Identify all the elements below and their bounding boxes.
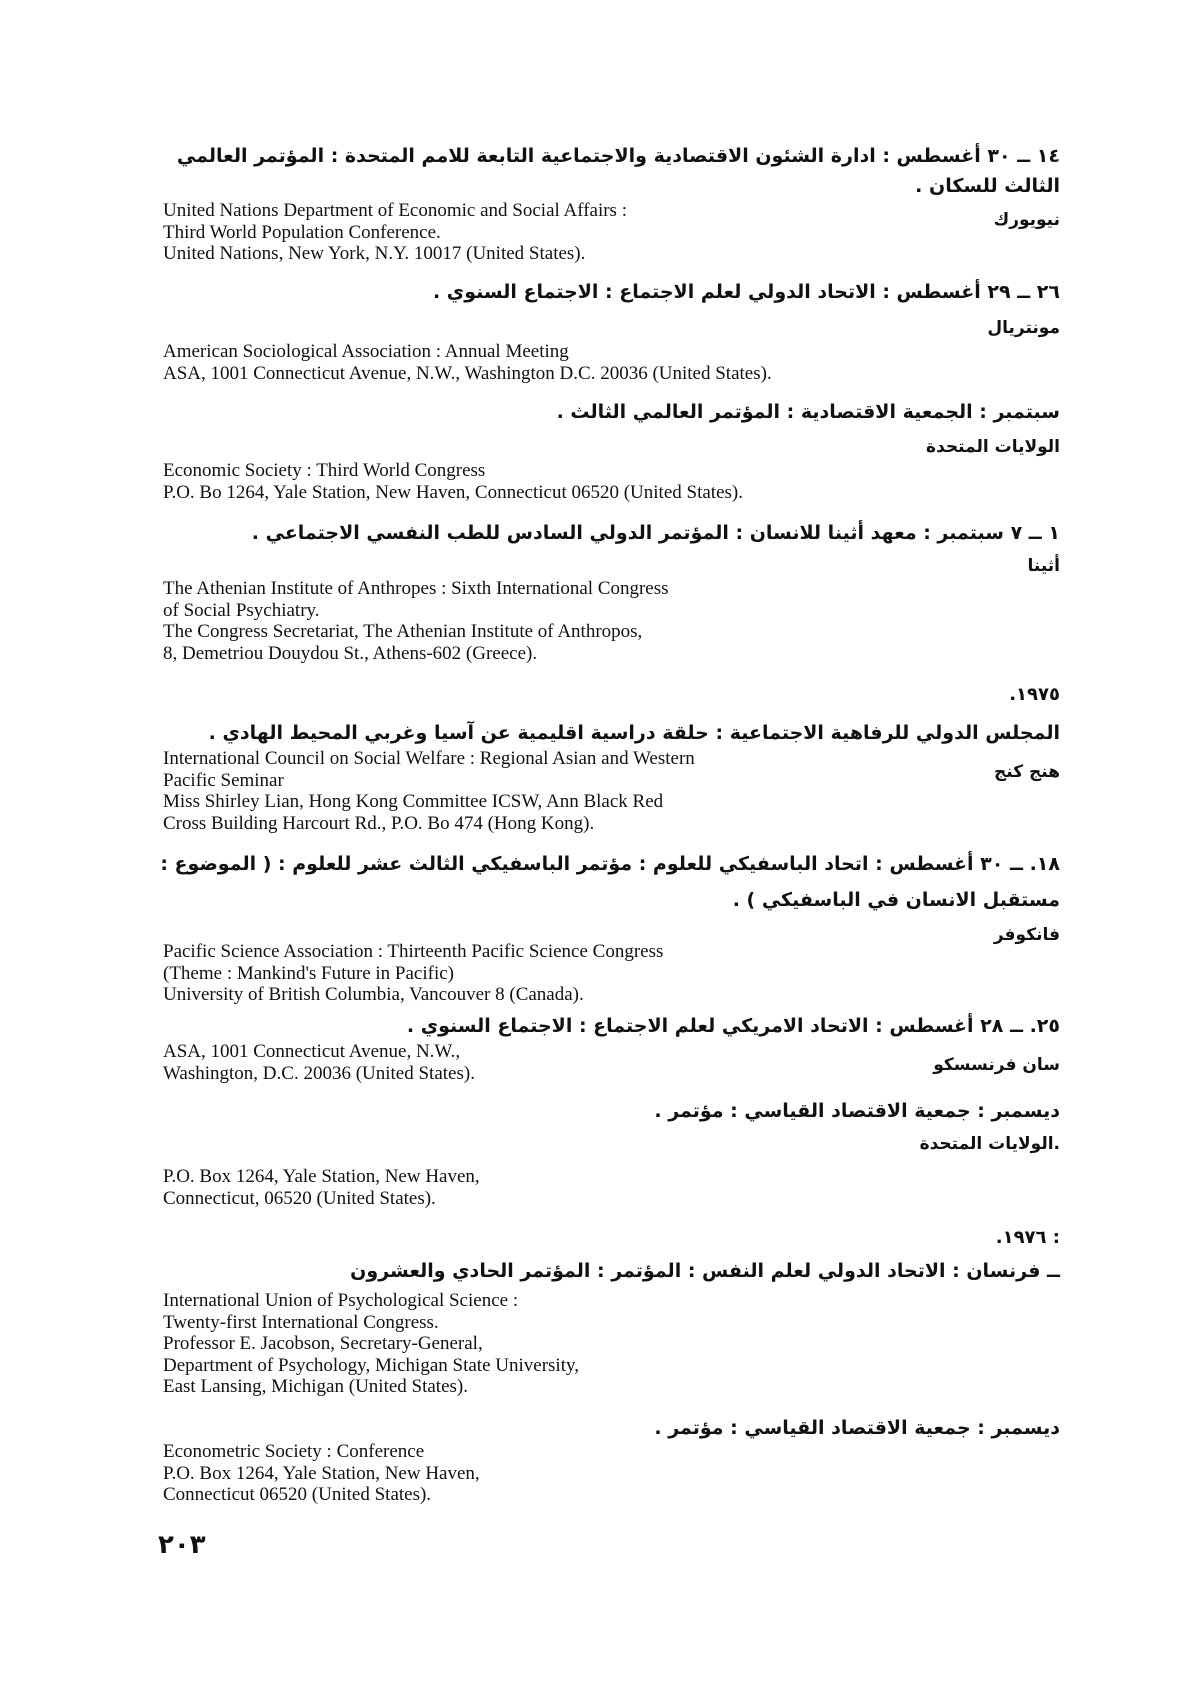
english-line: P.O. Box 1264, Yale Station, New Haven, xyxy=(163,1462,480,1484)
entry-english xyxy=(163,1441,480,1506)
entry-city: هنج كنج xyxy=(994,762,1060,782)
english-line: Econometric Society : Conference xyxy=(163,1441,425,1462)
entry-arabic-line: الثالث للسكان . xyxy=(915,175,1060,197)
english-line: The Congress Secretariat, The Athenian Institute of Anthropos, xyxy=(163,621,643,642)
english-line: Pacific Seminar xyxy=(163,769,284,791)
english-line: Connecticut, 06520 (United States). xyxy=(163,1187,436,1209)
entry-arabic-line: ١٤ ــ ٣٠ أغسطس : ادارة الشئون الاقتصادية والاجتماعية التابعة للامم المتحدة : المؤتمر العالمي xyxy=(176,145,1060,167)
english-line: Miss Shirley Lian, Hong Kong Committee ICSW, Ann Black Red xyxy=(163,791,664,812)
entry-arabic-line: سبتمبر : الجمعية الاقتصادية : المؤتمر العالمي الثالث . xyxy=(556,401,1060,423)
english-line: University of British Columbia, Vancouver 8 (Canada). xyxy=(163,984,584,1005)
entry-english xyxy=(163,460,743,503)
entry-english xyxy=(163,341,772,384)
english-line: Department of Psychology, Michigan State University, xyxy=(163,1354,579,1376)
english-line: 8, Demetriou Douydou St., Athens-602 (Greece). xyxy=(163,642,538,664)
english-line: The Athenian Institute of Anthropes : Sixth International Congress xyxy=(163,578,669,599)
english-line: of Social Psychiatry. xyxy=(163,599,320,621)
entry-arabic-line: ديسمبر : جمعية الاقتصاد القياسي : مؤتمر . xyxy=(654,1417,1060,1439)
entry-city: الولايات المتحدة xyxy=(926,437,1060,457)
english-line: Third World Population Conference. xyxy=(163,221,441,243)
english-line: International Council on Social Welfare : Regional Asian and Western xyxy=(163,748,695,769)
english-line: Twenty-first International Congress. xyxy=(163,1311,439,1333)
entry-english xyxy=(163,748,695,834)
english-line: P.O. Bo 1264, Yale Station, New Haven, Connecticut 06520 (United States). xyxy=(163,481,743,503)
year-heading-1975: ١٩٧٥. xyxy=(1009,684,1060,705)
entry-arabic-line: ١٨. ــ ٣٠ أغسطس : اتحاد الباسفيكي للعلوم : مؤتمر الباسفيكي الثالث عشر للعلوم : ( الموضوع : xyxy=(160,853,1060,875)
entry-english xyxy=(163,200,627,265)
english-line: Connecticut 06520 (United States). xyxy=(163,1484,432,1505)
entry-arabic-line: ــ فرنسان : الاتحاد الدولي لعلم النفس : المؤتمر : المؤتمر الحادي والعشرون xyxy=(350,1260,1060,1282)
entry-arabic-line: مستقبل الانسان في الباسفيكي ) . xyxy=(732,889,1060,911)
english-line: Pacific Science Association : Thirteenth Pacific Science Congress xyxy=(163,941,664,962)
entry-arabic-line: ٢٥. ــ ٢٨ أغسطس : الاتحاد الامريكي لعلم الاجتماع : الاجتماع السنوي . xyxy=(406,1015,1060,1037)
english-line: International Union of Psychological Science : xyxy=(163,1290,519,1311)
english-line: American Sociological Association : Annual Meeting xyxy=(163,341,569,362)
english-line: Cross Building Harcourt Rd., P.O. Bo 474 (Hong Kong). xyxy=(163,812,595,834)
entry-english xyxy=(163,578,669,664)
entry-arabic-line: ١ ــ ٧ سبتمبر : معهد أثينا للانسان : المؤتمر الدولي السادس للطب النفسي الاجتماعي . xyxy=(251,522,1060,544)
english-line: (Theme : Mankind's Future in Pacific) xyxy=(163,962,454,984)
entry-city: مونتريال xyxy=(987,318,1060,338)
english-line: East Lansing, Michigan (United States). xyxy=(163,1376,468,1397)
entry-city: نيويورك xyxy=(993,210,1060,230)
english-line: Economic Society : Third World Congress xyxy=(163,460,486,481)
english-line: United Nations, New York, N.Y. 10017 (United States). xyxy=(163,243,586,264)
entry-english xyxy=(163,1290,579,1398)
english-line: Washington, D.C. 20036 (United States). xyxy=(163,1062,475,1084)
entry-city: .الولايات المتحدة xyxy=(919,1134,1060,1154)
entry-city: فانكوفر xyxy=(993,925,1060,945)
english-line: United Nations Department of Economic and Social Affairs : xyxy=(163,200,627,221)
english-line: Professor E. Jacobson, Secretary-General, xyxy=(163,1333,483,1354)
english-line: ASA, 1001 Connecticut Avenue, N.W., Washington D.C. 20036 (United States). xyxy=(163,362,772,384)
entry-arabic-line: ديسمبر : جمعية الاقتصاد القياسي : مؤتمر . xyxy=(654,1100,1060,1122)
entry-arabic-line: ٢٦ ــ ٢٩ أغسطس : الاتحاد الدولي لعلم الاجتماع : الاجتماع السنوي . xyxy=(432,281,1060,303)
entry-arabic-line: المجلس الدولي للرفاهية الاجتماعية : حلقة دراسية اقليمية عن آسيا وغربي المحيط الهادي . xyxy=(208,722,1060,744)
english-line: ASA, 1001 Connecticut Avenue, N.W., xyxy=(163,1041,461,1062)
entry-english xyxy=(163,941,663,1006)
english-line: P.O. Box 1264, Yale Station, New Haven, xyxy=(163,1166,480,1187)
entry-english xyxy=(163,1041,475,1084)
entry-english xyxy=(163,1166,480,1209)
year-heading-1976: : ١٩٧٦. xyxy=(995,1227,1060,1248)
page-number: ٢٠٣ xyxy=(158,1530,206,1560)
entry-city: سان فرنسسكو xyxy=(933,1055,1060,1075)
entry-city: أثينا xyxy=(1027,556,1060,576)
